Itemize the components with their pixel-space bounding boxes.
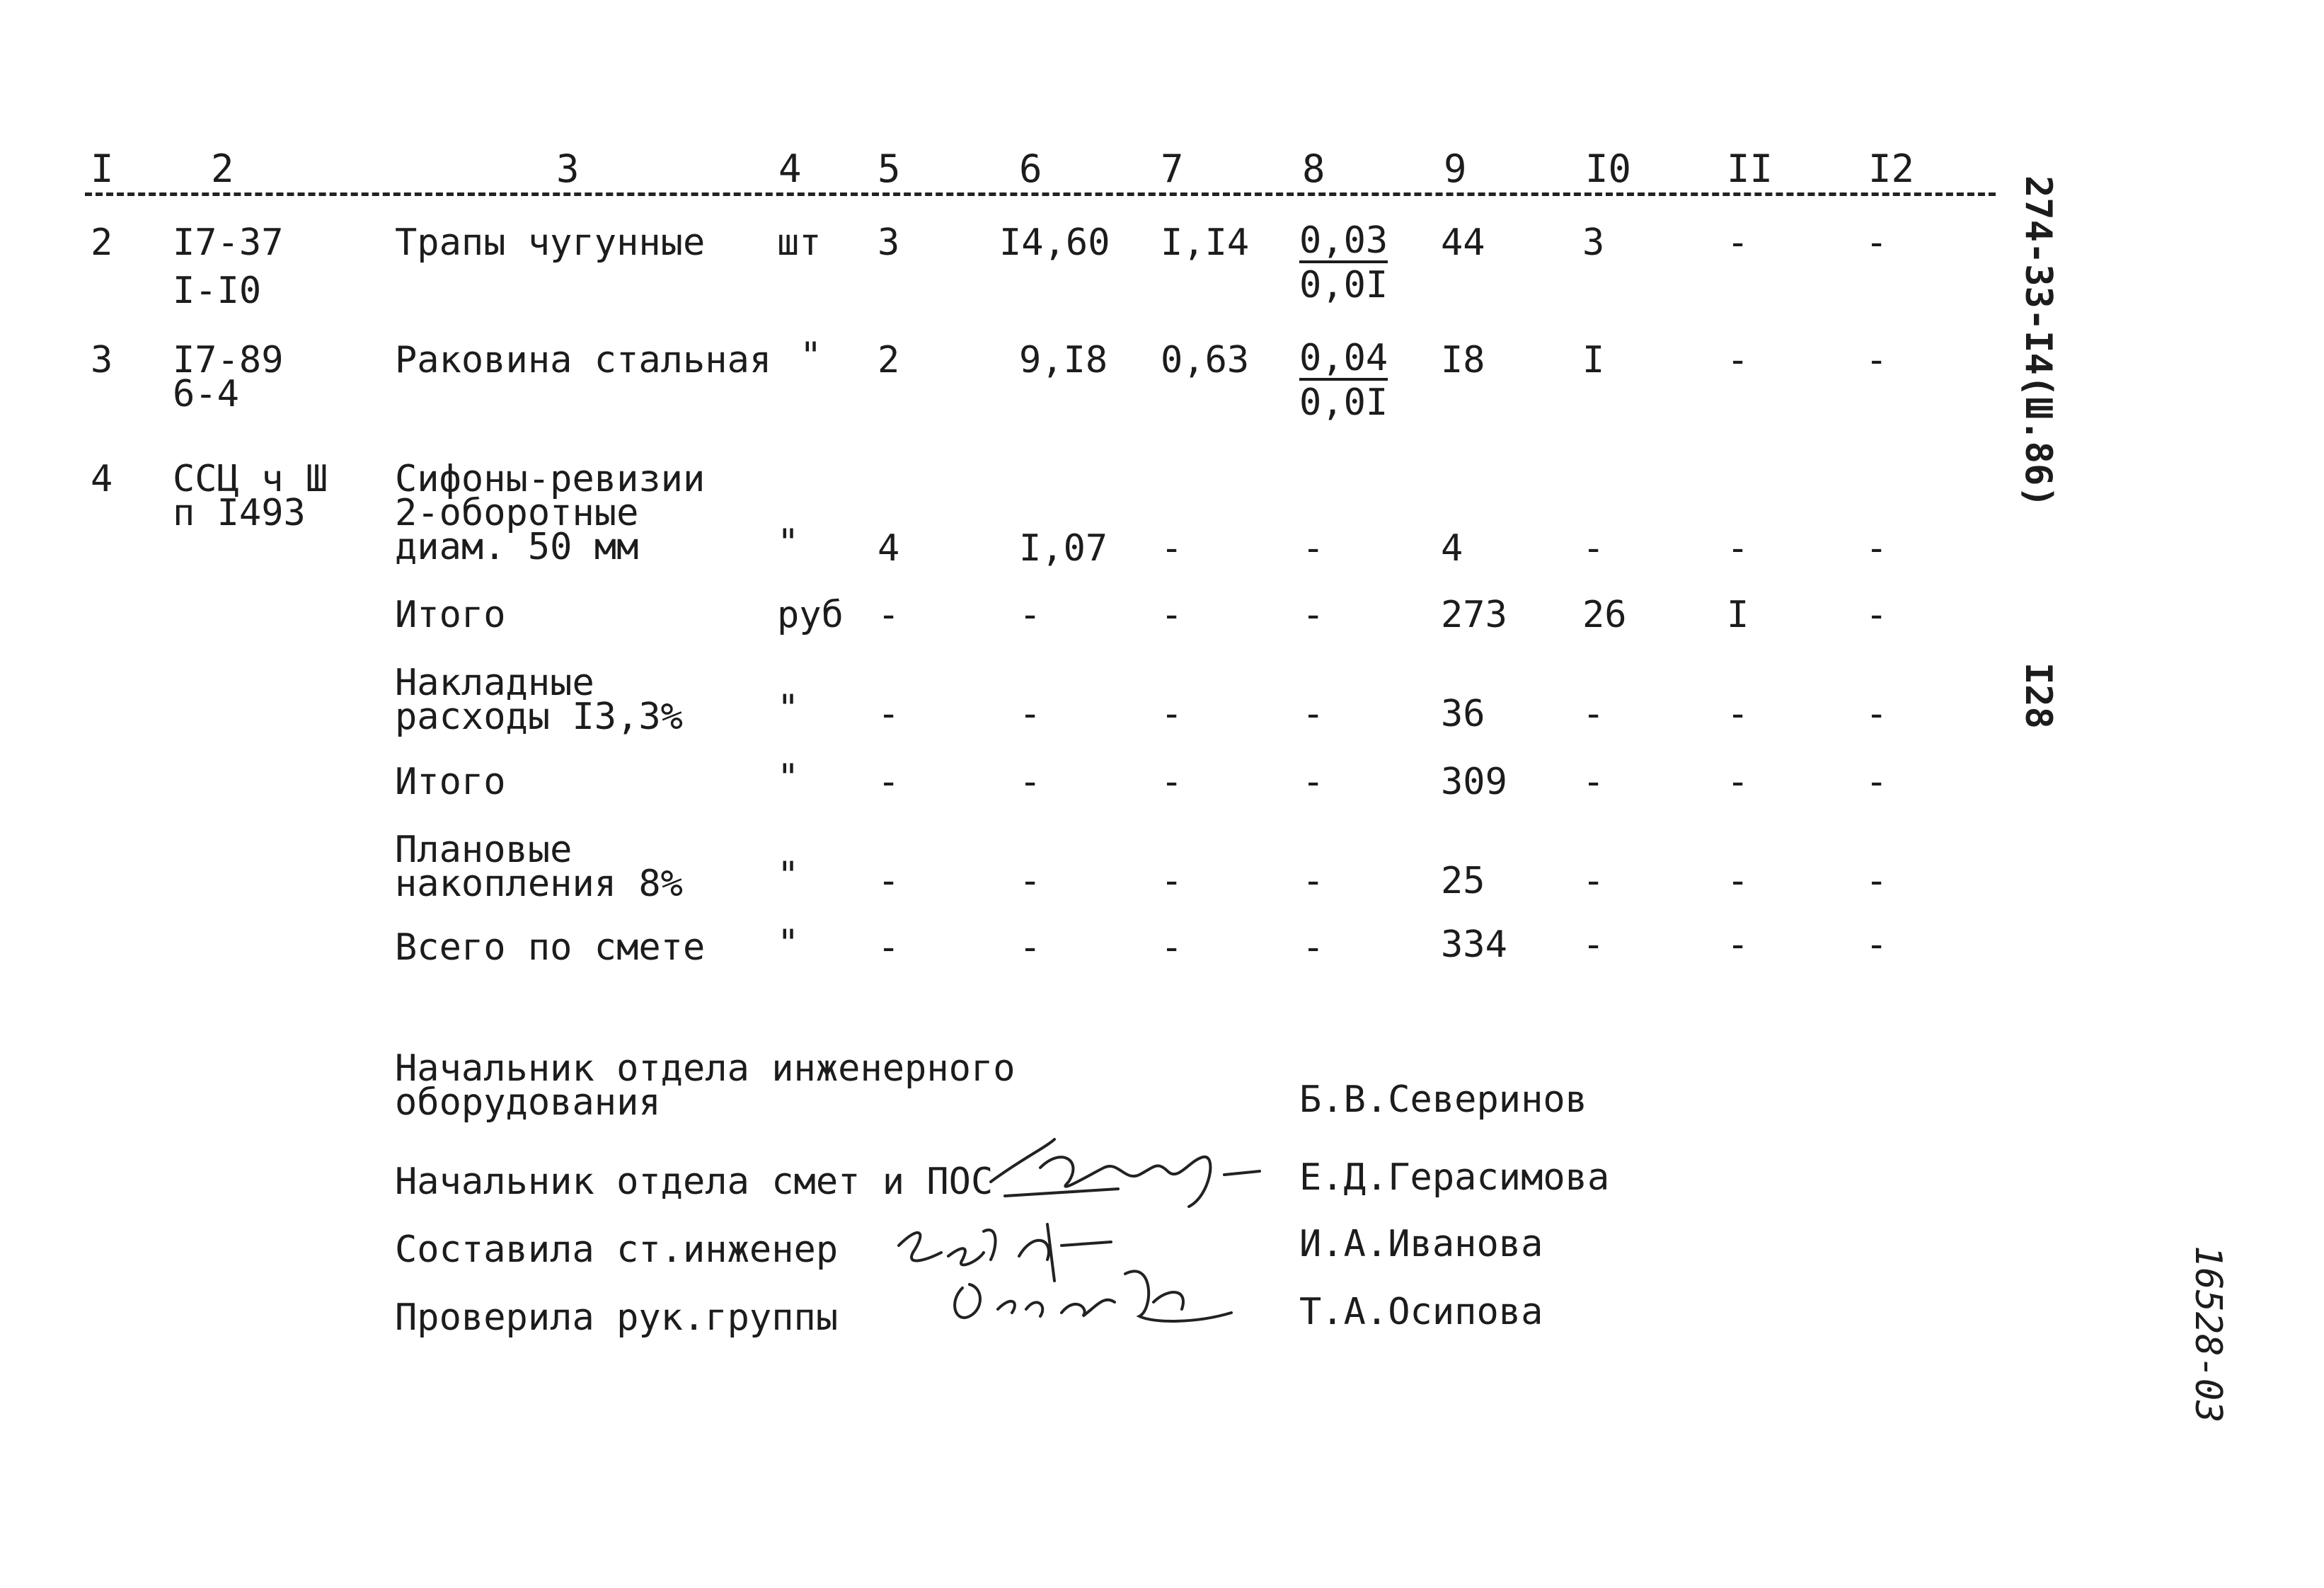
total-cost: 273 (1441, 594, 1507, 636)
cell-col7: - (1161, 926, 1183, 969)
cell-col7: - (1161, 761, 1183, 803)
cell-col8: - (1302, 527, 1325, 570)
total-cost: 25 (1441, 860, 1485, 902)
signer-role: Начальник отдела инженерного (395, 1047, 1016, 1090)
rate-code: I7-37 (173, 221, 284, 264)
unit: " (777, 756, 800, 799)
total-cost: I8 (1441, 339, 1485, 381)
cell-col10: I (1582, 339, 1605, 381)
summary-label: расходы I3,3% (395, 696, 683, 738)
cell-col8: - (1302, 926, 1325, 969)
unit-cost: I4,60 (999, 221, 1110, 264)
item-name: Сифоны-ревизии (395, 458, 706, 500)
fraction-denominator: 0,0I (1299, 264, 1388, 306)
row-number: 4 (91, 458, 113, 500)
cell-col11: - (1727, 527, 1749, 570)
column-header: I2 (1868, 146, 1915, 191)
handwritten-signature (941, 1245, 1253, 1337)
cell-col11: I (1727, 594, 1749, 636)
cell-col12: - (1865, 924, 1888, 966)
rate-code: п I493 (173, 492, 306, 534)
cell-col7: - (1161, 527, 1183, 570)
cell-col7: - (1161, 594, 1183, 636)
signer-name: Т.А.Осипова (1299, 1291, 1543, 1333)
cell-col6: - (1019, 926, 1042, 969)
cell-col5: - (878, 761, 900, 803)
cell-col10: - (1582, 693, 1605, 735)
cell-col12: - (1865, 339, 1888, 381)
cell-col7: - (1161, 693, 1183, 735)
cell-col10: - (1582, 860, 1605, 902)
unit: руб (777, 594, 844, 636)
cell-col12: - (1865, 693, 1888, 735)
column-header: 4 (778, 146, 802, 191)
column-header: 5 (878, 146, 901, 191)
cell-col5: - (878, 594, 900, 636)
summary-label: накопления 8% (395, 863, 683, 905)
column-header: II (1727, 146, 1773, 191)
column-header: 8 (1302, 146, 1325, 191)
column-header: 7 (1161, 146, 1184, 191)
summary-label: Накладные (395, 662, 594, 704)
cell-col11: - (1727, 761, 1749, 803)
unit: " (777, 522, 800, 564)
header-divider (85, 192, 1996, 196)
cell-col5: - (878, 926, 900, 969)
unit: " (777, 687, 800, 730)
cell-col12: - (1865, 594, 1888, 636)
fraction-numerator: 0,04 (1299, 337, 1388, 379)
document-code: 274-33-I4(Ш.86) (2017, 176, 2059, 508)
total-cost: 44 (1441, 221, 1485, 264)
cell-col10: 3 (1582, 221, 1605, 264)
cell-col8: - (1302, 594, 1325, 636)
cell-col11: - (1727, 221, 1749, 264)
cell-col7: I,I4 (1161, 221, 1250, 264)
summary-label: Итого (395, 594, 506, 636)
cell-col12: - (1865, 527, 1888, 570)
page-number: I28 (2017, 662, 2059, 729)
rate-code: 6-4 (173, 373, 239, 415)
cell-col12: - (1865, 860, 1888, 902)
cell-col6: - (1019, 594, 1042, 636)
signer-name: Е.Д.Герасимова (1299, 1156, 1610, 1199)
archive-number: 16528-03 (2187, 1245, 2229, 1423)
item-name: Раковина стальная (395, 339, 772, 381)
fraction-denominator: 0,0I (1299, 381, 1388, 424)
unit: " (800, 335, 822, 377)
cell-col11: - (1727, 860, 1749, 902)
cell-col5: - (878, 860, 900, 902)
cell-col10: - (1582, 924, 1605, 966)
total-cost: 4 (1441, 527, 1463, 570)
cell-col10: - (1582, 527, 1605, 570)
row-number: 2 (91, 221, 113, 264)
column-header: 2 (211, 146, 234, 191)
cell-col11: - (1727, 924, 1749, 966)
column-header: I0 (1585, 146, 1632, 191)
signer-name: И.А.Иванова (1299, 1223, 1543, 1265)
column-header: I (91, 146, 114, 191)
cell-col6: - (1019, 693, 1042, 735)
cell-col6: - (1019, 761, 1042, 803)
row-number: 3 (91, 339, 113, 381)
unit-cost: I,07 (1019, 527, 1108, 570)
total-cost: 309 (1441, 761, 1507, 803)
column-header: 6 (1019, 146, 1042, 191)
cell-col5: - (878, 693, 900, 735)
cell-col8: - (1302, 693, 1325, 735)
signer-role: Составила ст.инженер (395, 1229, 839, 1271)
total-cost: 36 (1441, 693, 1485, 735)
cell-col12: - (1865, 221, 1888, 264)
signer-name: Б.В.Северинов (1299, 1078, 1587, 1121)
rate-code: I7-89 (173, 339, 284, 381)
fraction-numerator: 0,03 (1299, 219, 1388, 262)
unit: " (777, 922, 800, 965)
cell-col11: - (1727, 693, 1749, 735)
quantity: 3 (878, 221, 900, 264)
cell-col8: - (1302, 860, 1325, 902)
cell-col12: - (1865, 761, 1888, 803)
rate-code: ССЦ ч Ш (173, 458, 328, 500)
handwritten-signature (977, 1118, 1274, 1210)
summary-label: Плановые (395, 829, 573, 871)
column-header: 3 (556, 146, 580, 191)
cell-col8-fraction (1299, 221, 1388, 307)
unit-cost: 9,I8 (1019, 339, 1108, 381)
item-name: 2-оборотные (395, 492, 639, 534)
quantity: 2 (878, 339, 900, 381)
item-name: диам. 50 мм (395, 526, 639, 568)
rate-code: I-I0 (173, 270, 262, 312)
cell-col7: - (1161, 860, 1183, 902)
column-header: 9 (1444, 146, 1467, 191)
cell-col8-fraction (1299, 338, 1388, 425)
quantity: 4 (878, 527, 900, 570)
cell-col8: - (1302, 761, 1325, 803)
signer-role: оборудования (395, 1081, 661, 1124)
signer-role: Проверила рук.группы (395, 1296, 839, 1339)
unit: шт (777, 221, 822, 264)
item-name: Трапы чугунные (395, 221, 706, 264)
signer-role: Начальник отдела смет и ПОС (395, 1161, 994, 1203)
cell-col7: 0,63 (1161, 339, 1250, 381)
cell-col6: - (1019, 860, 1042, 902)
summary-label: Всего по смете (395, 926, 706, 969)
cell-col10: - (1582, 761, 1605, 803)
unit: " (777, 854, 800, 897)
cell-col10: 26 (1582, 594, 1627, 636)
cell-col11: - (1727, 339, 1749, 381)
total-cost: 334 (1441, 924, 1507, 966)
summary-label: Итого (395, 761, 506, 803)
